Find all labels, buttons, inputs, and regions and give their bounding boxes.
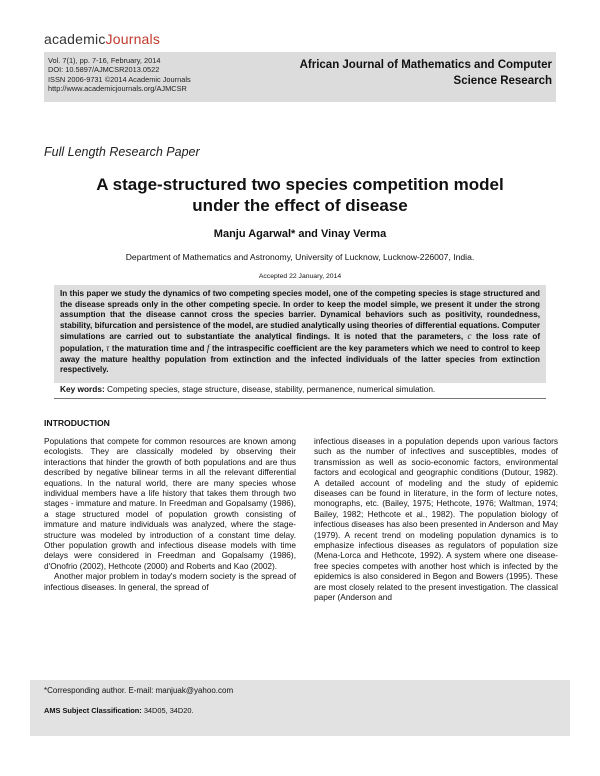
- abstract-part1: In this paper we study the dynamics of two competing species model, one of the competing species is stage structured and the disease spreads only in the other competing specie. In order to keep the model simple, we present it under the strong assumption that the disease cannot cross the species barrier. Dynamical behaviors such as positivity, roundedness, stability, bifurcation and persistence of the model, are studied analytically using theories of differential equations. Computer simulations are carried out to substantiate the analytical findings. It is noted that the parameters,: [60, 289, 540, 342]
- divider: [54, 398, 546, 399]
- title-line1: A stage-structured two species competition model: [96, 175, 504, 194]
- authors: Manju Agarwal* and Vinay Verma: [213, 228, 387, 240]
- keywords-label: Key words:: [60, 384, 105, 394]
- body-column-left: [44, 436, 296, 592]
- paper-type: Full Length Research Paper: [44, 145, 200, 159]
- body-column-right: [314, 436, 558, 603]
- issn: ISSN 2006-9731 ©2014 Academic Journals: [48, 74, 191, 84]
- journal-url[interactable]: http://www.academicjournals.org/AJMCSR: [48, 84, 187, 94]
- paragraph: Another major problem in today's modern society is the spread of infectious diseases. In general, the spread of: [44, 571, 296, 592]
- paragraph: infectious diseases in a population depends upon various factors such as the number of infectives and susceptibles, modes of transmission as well as socio-economic factors, environmental factors and ecological and geographic conditions (Dutour, 1982). A detailed account of modeling and the study of epidemic diseases can be found in literature, in the form of lecture notes, monographs, etc. (Bailey, 1975; Hethcote, 1976; Waltman, 1974; Bailey, 1982; Hethcote et al., 1982). The population biology of infectious diseases has also been presented in Anderson and May (1979). A recent trend on modeling population dynamics is to emphasize infectious diseases as regulators of population size (Mena-Lorca and Hethcote, 1992). A system where one disease-free species competes with another host which is infected by the epidemics is also considered in Begon and Bowers (1995). These are most closely related to the present investigation. The classical paper (Anderson and: [314, 436, 558, 603]
- abstract-part4: the intraspecific coefficient are the key parameters which we need to control to keep away the mature healthy population from extinction and the infected individuals of the latter species from extinction respectively.: [60, 343, 541, 375]
- corresponding-author: *Corresponding author. E-mail: manjuak@yahoo.com: [44, 686, 234, 695]
- ams-value: 34D05, 34D20.: [143, 706, 194, 715]
- title-line2: under the effect of disease: [192, 195, 408, 215]
- keywords-text: Competing species, stage structure, disease, stability, permanence, numerical simulation.: [107, 384, 436, 394]
- symbol-c: c: [467, 331, 472, 342]
- ams-classification: [44, 706, 194, 715]
- section-heading-introduction: INTRODUCTION: [44, 418, 110, 428]
- affiliation: Department of Mathematics and Astronomy, University of Lucknow, Lucknow-226007, India.: [125, 252, 475, 262]
- accepted-date: Accepted 22 January, 2014: [258, 273, 342, 280]
- logo-academic: academic: [44, 31, 106, 47]
- volume-info: Vol. 7(1), pp. 7-16, February, 2014: [48, 56, 161, 65]
- journal-logo: [44, 31, 160, 47]
- abstract-part2: the loss rate of population,: [60, 332, 541, 353]
- abstract: [60, 289, 540, 376]
- logo-journals: Journals: [105, 31, 161, 47]
- journal-name-line2: Science Research: [453, 75, 552, 87]
- symbol-tau: τ: [106, 342, 110, 353]
- journal-meta: [48, 56, 191, 94]
- symbol-f: f: [206, 342, 210, 353]
- ams-label: AMS Subject Classification:: [44, 706, 142, 715]
- journal-name-line1: African Journal of Mathematics and Computer: [299, 59, 552, 71]
- journal-name: [252, 57, 552, 89]
- paper-title: [30, 175, 570, 216]
- abstract-part3: the maturation time and: [111, 343, 205, 353]
- doi: DOI: 10.5897/AJMCSR2013.0522: [48, 65, 160, 75]
- paragraph: Populations that compete for common resources are known among ecologists. They are classically modeled by observing their interactions that hinder the growth of both populations and are thus described by negative bilinear terms in all the relevant differential equations. In the natural world, there are many species whose individual members have a life history that takes them through two stages - immature and mature. In Freedman and Gopalsamy (1986), a stage structured model of population growth consisting of immature and mature individuals was analyzed, where the stage-structure was modeled by introduction of a constant time delay. Other population growth and infectious disease models with time delays were considered in Freedman and Gopalsamy (1986), d'Onofrio (2002), Hethcote (2000) and Roberts and Kao (2002).: [44, 436, 296, 571]
- keywords: [60, 384, 540, 395]
